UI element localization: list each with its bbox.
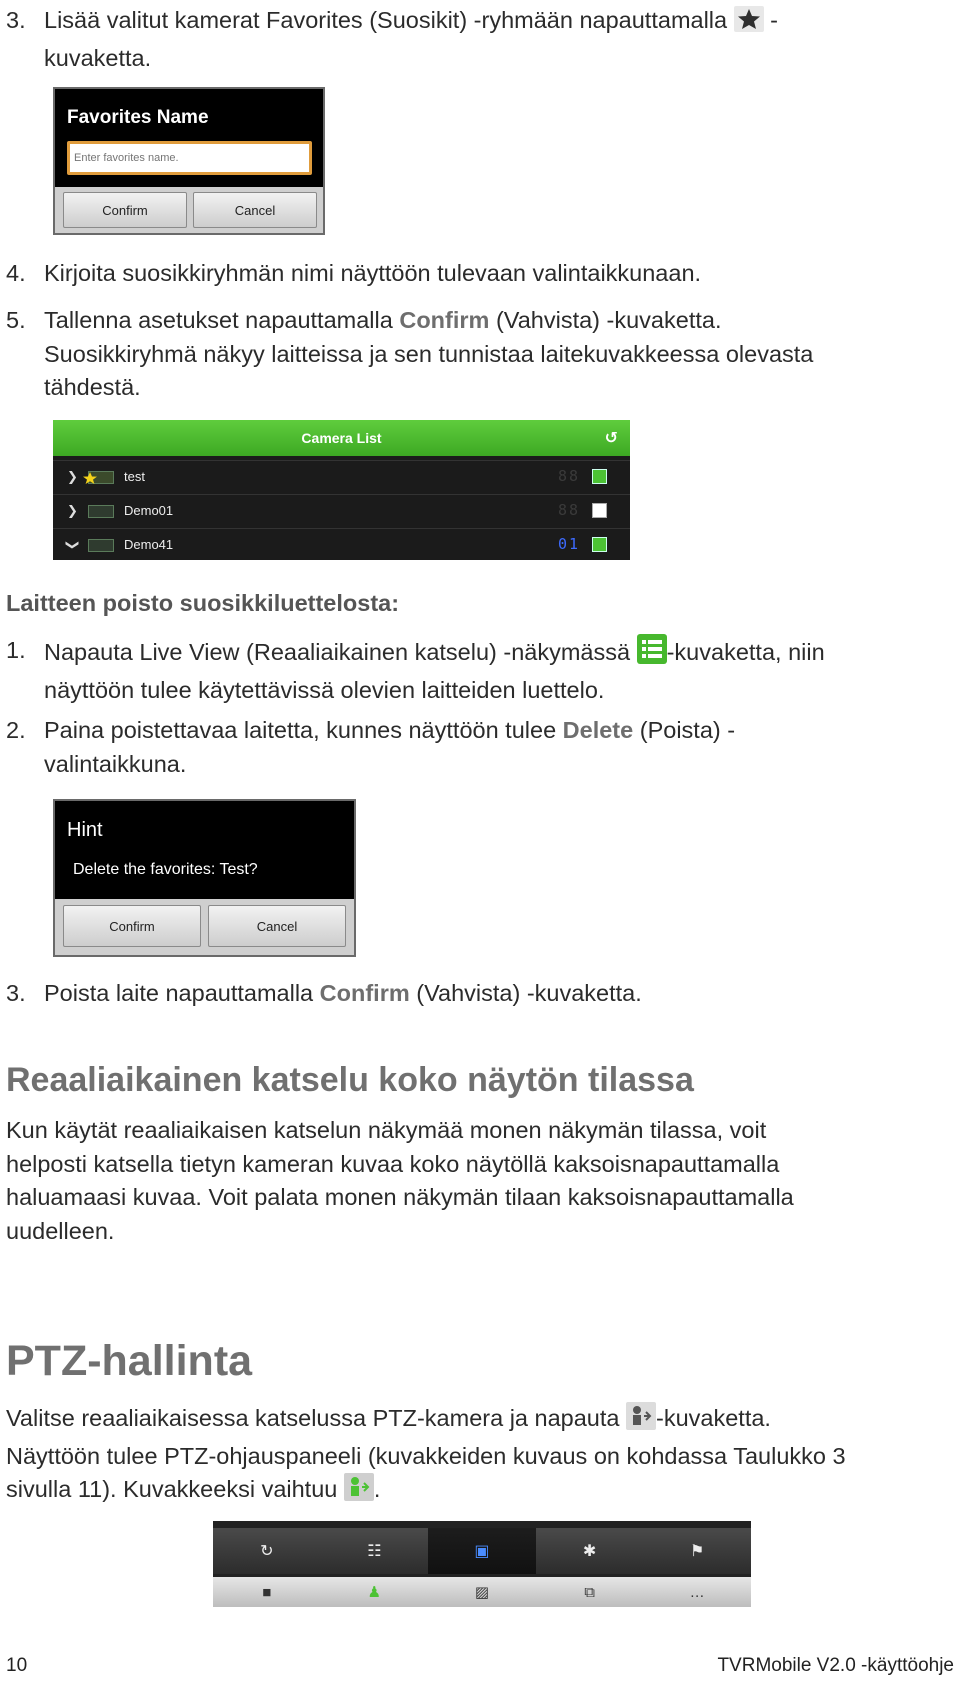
camera-snapshot-icon[interactable]: ■: [262, 1583, 272, 1601]
step-text-line2: Suosikkiryhmä näkyy laitteissa ja sen tunnistaa laitekuvakkeessa olevasta: [44, 340, 814, 367]
step-number: 3.: [6, 980, 26, 1006]
text-line: Kun käytät reaaliaikaisen katselun näkymää monen näkymän tilassa, voit: [6, 1117, 767, 1143]
refresh-icon[interactable]: ↺: [604, 430, 618, 447]
ptz-active-icon: [344, 1473, 374, 1511]
dialog-message: Delete the favorites: Test?: [73, 861, 258, 878]
step-text: Napauta Live View (Reaaliaikainen katselu) -näkymässä: [44, 639, 631, 665]
keyword-confirm: Confirm: [399, 307, 490, 333]
camera-name: test: [124, 469, 145, 484]
camera-list-title: Camera List: [301, 430, 382, 446]
step-text-line2: näyttöön tulee käytettävissä olevien laitteiden luettelo.: [44, 676, 605, 703]
step-text-line3: tähdestä.: [44, 374, 141, 400]
page-number: 10: [6, 1655, 28, 1676]
step-text-post: (Vahvista) -kuvaketta.: [409, 980, 642, 1006]
record-icon[interactable]: ⧉: [584, 1583, 595, 1601]
camera-row[interactable]: [53, 494, 630, 528]
remove-favorites-heading: Laitteen poisto suosikkiluettelosta:: [6, 590, 400, 616]
ptz-section-text: [6, 1402, 951, 1511]
channel-indicator: 01: [558, 535, 581, 553]
image-icon[interactable]: ▨: [474, 1584, 490, 1601]
remove-step-2: [6, 714, 941, 781]
dialog-button-bar: [55, 187, 323, 233]
step-text: Paina poistettavaa laitetta, kunnes näyttöön tulee: [44, 717, 563, 743]
step-4: [6, 257, 941, 291]
favorites-name-input[interactable]: [70, 144, 317, 172]
step-text: Kirjoita suosikkiryhmän nimi näyttöön tulevaan valintaikkunaan.: [44, 260, 702, 286]
remove-step-1: [6, 634, 941, 707]
chevron-down-icon[interactable]: ❯: [65, 539, 81, 551]
fullscreen-section-heading: Reaaliaikainen katselu koko näytön tilassa: [6, 1061, 694, 1099]
ptz-control-icon[interactable]: ♟: [367, 1584, 382, 1601]
camera-row[interactable]: [53, 528, 630, 562]
step-text-cont: kuvaketta.: [44, 44, 152, 71]
camera-row[interactable]: [53, 460, 630, 494]
text-line: uudelleen.: [6, 1217, 115, 1244]
step-text-post: (Vahvista) -kuvaketta.: [489, 307, 722, 333]
ptz-toolbar-top-row: [213, 1528, 751, 1574]
text-line: haluamaasi kuvaa. Voit palata monen näkymän tilaan kaksoisnapauttamalla: [6, 1184, 794, 1210]
text-line: Näyttöön tulee PTZ-ohjauspaneeli (kuvakkeiden kuvaus on kohdassa Taulukko 3: [6, 1442, 846, 1469]
dialog-title: Favorites Name: [67, 107, 209, 128]
text-line-after: .: [373, 1476, 381, 1502]
camera-checkbox[interactable]: [592, 537, 607, 552]
confirm-button[interactable]: Confirm: [63, 192, 187, 228]
camera-name: Demo01: [124, 503, 174, 518]
text-line: sivulla 11). Kuvakkeeksi vaihtuu: [6, 1476, 338, 1502]
favorite-device-icon: [88, 471, 114, 484]
channel-indicator: 88: [558, 467, 581, 485]
camera-list-panel: [53, 420, 630, 560]
remove-step-3: [6, 977, 941, 1011]
ptz-toolbar: [213, 1521, 751, 1607]
cancel-button[interactable]: Cancel: [208, 905, 346, 947]
camera-checkbox[interactable]: [592, 503, 607, 518]
step-text-dash: -: [770, 7, 778, 33]
more-icon[interactable]: …: [689, 1583, 705, 1601]
camera-checkbox[interactable]: [592, 469, 607, 484]
step-5: [6, 304, 941, 405]
camera-name: Demo41: [124, 537, 174, 552]
dialog-title: Hint: [67, 819, 103, 841]
step-text-post: (Poista) -: [633, 717, 736, 743]
step-text-line2: valintaikkuna.: [44, 750, 187, 777]
step-number: 4.: [6, 260, 26, 286]
step-number: 3.: [6, 7, 26, 33]
step-number: 2.: [6, 717, 26, 743]
device-list-icon: [637, 634, 667, 674]
cancel-button[interactable]: Cancel: [193, 192, 317, 228]
text-line: helposti katsella tietyn kameran kuvaa koko näytöllä kaksoisnapauttamalla: [6, 1150, 780, 1177]
channel-indicator: 88: [558, 501, 581, 519]
ptz-icon: [626, 1402, 656, 1440]
chevron-right-icon[interactable]: ❯: [67, 469, 78, 484]
favorites-name-dialog: [53, 87, 325, 235]
refresh-icon[interactable]: ↻: [260, 1543, 274, 1560]
device-icon: [88, 505, 114, 518]
text-line-after: -kuvaketta.: [656, 1405, 771, 1431]
ptz-section-heading: PTZ-hallinta: [6, 1337, 253, 1385]
confirm-button[interactable]: Confirm: [63, 905, 201, 947]
text-line: Valitse reaaliaikaisessa katselussa PTZ-kamera ja napauta: [6, 1405, 620, 1431]
dialog-button-bar: [55, 899, 354, 955]
flag-icon[interactable]: ⚑: [690, 1543, 705, 1560]
screen-icon[interactable]: ▣: [428, 1528, 536, 1574]
settings-icon[interactable]: ✱: [582, 1543, 597, 1560]
step-text: Tallenna asetukset napauttamalla: [44, 307, 400, 333]
camera-list-header: [53, 420, 630, 456]
step-text: Poista laite napauttamalla: [44, 980, 320, 1006]
keyword-delete: Delete: [562, 717, 634, 743]
keyword-confirm: Confirm: [319, 980, 410, 1006]
grid-layout-icon[interactable]: ☷: [367, 1543, 382, 1560]
step-3-add-favorites: [6, 4, 941, 75]
device-icon: [88, 539, 114, 552]
step-number: 5.: [6, 307, 26, 333]
hint-dialog: [53, 799, 356, 957]
fullscreen-section-text: [6, 1114, 951, 1248]
document-title: TVRMobile V2.0 -käyttöohje: [717, 1655, 954, 1676]
star-icon: [734, 6, 764, 42]
step-text-after: -kuvaketta, niin: [666, 639, 825, 665]
favorites-name-input-wrap: [67, 141, 312, 175]
ptz-toolbar-bottom-row: [213, 1577, 751, 1607]
step-text: Lisää valitut kamerat Favorites (Suosikit) -ryhmään napauttamalla: [44, 7, 728, 33]
chevron-right-icon[interactable]: ❯: [67, 503, 78, 518]
step-number: 1.: [6, 637, 26, 663]
